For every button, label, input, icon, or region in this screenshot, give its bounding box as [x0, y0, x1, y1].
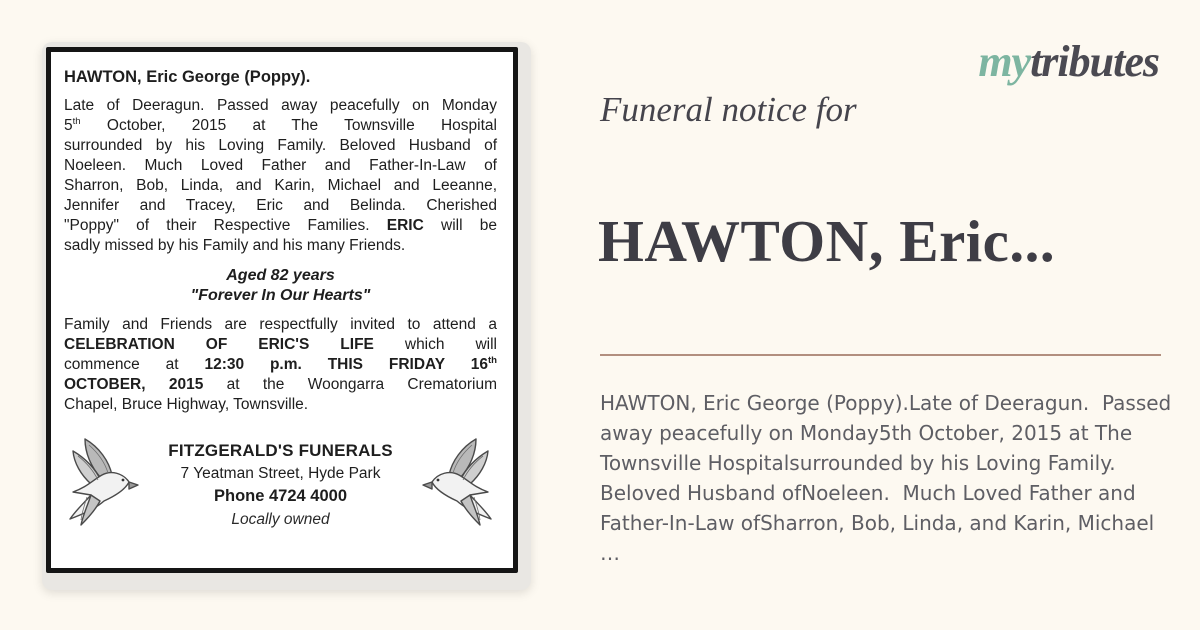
article-excerpt: HAWTON, Eric George (Poppy).Late of Deeragun. Passed away peacefully on Monday5th October, 2015 at The Townsville Hospitalsurrounded by his Loving Family. Beloved Husband ofNoeleen. Much Loved Father and Father-In-Law ofSharron, Bob, Linda, and Karin, Michael	[600, 391, 1178, 535]
page-title: HAWTON, Eric...	[598, 208, 1056, 274]
notice-scan-content	[51, 52, 513, 568]
brand-logo	[978, 36, 1159, 87]
dove-icon-left	[65, 435, 139, 535]
notice-scan	[46, 47, 518, 573]
notice-title: HAWTON, Eric George (Poppy).	[64, 68, 311, 86]
excerpt-ellipsis: …	[600, 541, 620, 565]
funeral-home-text	[139, 439, 422, 531]
article-excerpt-block	[600, 388, 1178, 568]
section-divider	[600, 354, 1161, 356]
notice-center-block	[64, 266, 497, 306]
brand-logo-tributes: tributes	[1030, 37, 1159, 86]
notice-card	[42, 42, 531, 590]
motto-line: "Forever In Our Hearts"	[190, 287, 371, 304]
funeral-home-section	[64, 435, 497, 535]
dove-icon-right	[422, 435, 496, 535]
funeral-home-tagline: Locally owned	[231, 511, 330, 528]
notice-paragraph-1: Late of Deeragun. Passed away peacefully on Monday 5th October, 2015 at The Townsville Hospital surrounded by his Loving Family. Beloved Husband of Noeleen. Much Loved Father and Father-In-Law of Sharron, Bob, Linda, and Karin, Michael and Leeanne, Jennifer and Tracey, Eric and Belinda. Cherished "Poppy" of their Respective Families. ERIC will be sadly missed by his Family and his many Friends.	[64, 97, 497, 254]
funeral-home-address: 7 Yeatman Street, Hyde Park	[180, 465, 381, 482]
funeral-home-phone: Phone 4724 4000	[214, 487, 347, 505]
funeral-notice-label: Funeral notice for	[600, 90, 857, 129]
brand-logo-my: my	[978, 37, 1031, 86]
age-line: Aged 82 years	[226, 267, 335, 284]
funeral-home-name: FITZGERALD'S FUNERALS	[168, 441, 393, 460]
notice-paragraph-2: Family and Friends are respectfully invited to attend a CELEBRATION OF ERIC'S LIFE which will commence at 12:30 p.m. THIS FRIDAY 16th OCTOBER, 2015 at the Woongarra Crematorium Chapel, Bruce Highway, Townsville.	[64, 316, 497, 413]
